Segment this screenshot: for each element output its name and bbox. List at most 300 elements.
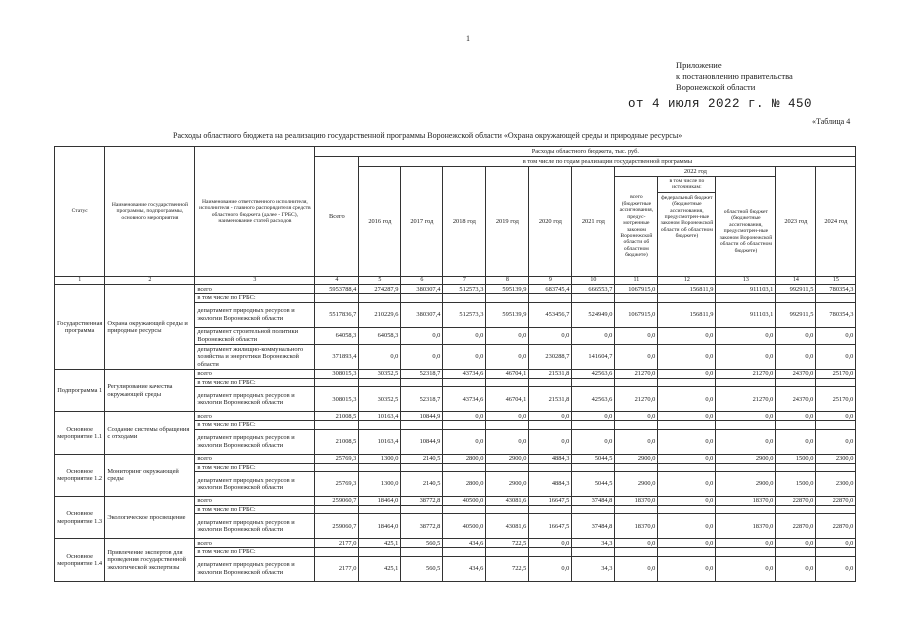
value-cell: 25769,3	[315, 472, 359, 497]
column-number: 1	[55, 277, 105, 285]
column-number: 4	[315, 277, 359, 285]
value-cell	[401, 548, 443, 556]
value-cell	[716, 506, 776, 514]
value-cell: 0,0	[776, 412, 816, 421]
value-cell: 2140,5	[401, 472, 443, 497]
value-cell: 1300,0	[359, 472, 401, 497]
value-cell	[359, 294, 401, 302]
value-cell: 0,0	[716, 412, 776, 421]
value-cell: 0,0	[529, 429, 572, 454]
value-cell	[359, 463, 401, 471]
value-cell	[529, 421, 572, 429]
row-label: департамент природных ресурсов и экологии Воронежской области	[195, 387, 315, 412]
column-number: 3	[195, 277, 315, 285]
value-cell: 0,0	[486, 429, 529, 454]
value-cell: 2177,0	[315, 539, 359, 548]
column-number: 15	[816, 277, 856, 285]
value-cell: 16647,5	[529, 497, 572, 506]
row-label: департамент природных ресурсов и экологии Воронежской области	[195, 302, 315, 327]
value-cell	[401, 463, 443, 471]
value-cell: 0,0	[776, 344, 816, 369]
value-cell	[486, 294, 529, 302]
value-cell: 0,0	[572, 412, 615, 421]
value-cell: 2900,0	[716, 472, 776, 497]
column-number: 11	[615, 277, 658, 285]
column-number: 2	[105, 277, 195, 285]
value-cell: 0,0	[658, 412, 716, 421]
header-regional: областной бюджет (бюджетные ассигнования, предусмотрен-ные законом Воронежской области об областном бюджете)	[716, 177, 776, 277]
value-cell	[776, 463, 816, 471]
value-cell: 595139,9	[486, 302, 529, 327]
value-cell	[359, 548, 401, 556]
appendix-line: Воронежской области	[676, 82, 756, 92]
row-label: в том числе по ГРБС:	[195, 506, 315, 514]
value-cell: 0,0	[443, 327, 486, 344]
row-label: в том числе по ГРБС:	[195, 548, 315, 556]
header-2022-federal	[658, 177, 716, 277]
row-name: Охрана окружающей среды и природные ресурсы	[105, 285, 195, 369]
value-cell: 0,0	[572, 327, 615, 344]
header-2021: 2021 год	[572, 167, 615, 277]
value-cell	[401, 421, 443, 429]
value-cell	[776, 378, 816, 386]
value-cell: 371893,4	[315, 344, 359, 369]
value-cell	[443, 294, 486, 302]
value-cell: 43734,6	[443, 387, 486, 412]
table-title: Расходы областного бюджета на реализацию государственной программы Воронежской области «Охрана окружающей среды и природные ресурсы»	[173, 131, 683, 140]
value-cell	[401, 506, 443, 514]
value-cell: 21531,8	[529, 369, 572, 378]
value-cell	[529, 548, 572, 556]
value-cell: 453456,7	[529, 302, 572, 327]
value-cell: 380307,4	[401, 285, 443, 294]
value-cell: 0,0	[816, 429, 856, 454]
value-cell: 0,0	[615, 412, 658, 421]
value-cell: 25170,0	[816, 369, 856, 378]
column-number-row	[55, 277, 856, 285]
value-cell: 434,6	[443, 539, 486, 548]
value-cell	[658, 463, 716, 471]
header-total: Всего	[315, 157, 359, 277]
value-cell: 42563,6	[572, 387, 615, 412]
row-label: департамент природных ресурсов и экологии Воронежской области	[195, 514, 315, 539]
value-cell: 0,0	[615, 539, 658, 548]
header-2024: 2024 год	[816, 167, 856, 277]
header-name: Наименование государственной программы, подпрограммы, основного мероприятия	[105, 147, 195, 277]
value-cell: 22870,0	[776, 497, 816, 506]
row-label: всего	[195, 454, 315, 463]
value-cell: 18370,0	[615, 514, 658, 539]
row-label: всего	[195, 412, 315, 421]
value-cell: 10163,4	[359, 429, 401, 454]
row-name: Мониторинг окружающей среды	[105, 454, 195, 496]
value-cell: 5044,5	[572, 454, 615, 463]
value-cell	[716, 421, 776, 429]
value-cell: 1067915,0	[615, 285, 658, 294]
value-cell: 911103,1	[716, 285, 776, 294]
value-cell: 0,0	[359, 344, 401, 369]
value-cell: 0,0	[572, 429, 615, 454]
table-row	[55, 369, 856, 378]
value-cell: 380307,4	[401, 302, 443, 327]
value-cell	[658, 378, 716, 386]
value-cell: 21270,0	[615, 369, 658, 378]
value-cell: 40500,0	[443, 514, 486, 539]
header-by-sources: в том числе по источникам:	[658, 177, 715, 193]
value-cell	[658, 548, 716, 556]
value-cell: 5517836,7	[315, 302, 359, 327]
value-cell: 42563,6	[572, 369, 615, 378]
value-cell	[776, 548, 816, 556]
value-cell: 43081,6	[486, 514, 529, 539]
value-cell: 0,0	[658, 429, 716, 454]
row-status: Подпрограмма 1	[55, 369, 105, 411]
value-cell: 0,0	[716, 429, 776, 454]
table-row	[55, 412, 856, 421]
value-cell: 64058,3	[359, 327, 401, 344]
row-name: Создание системы обращения с отходами	[105, 412, 195, 454]
header-2017: 2017 год	[401, 167, 443, 277]
value-cell: 0,0	[401, 344, 443, 369]
row-label: всего	[195, 539, 315, 548]
value-cell: 2177,0	[315, 556, 359, 581]
header-2020: 2020 год	[529, 167, 572, 277]
value-cell: 274287,9	[359, 285, 401, 294]
value-cell	[816, 463, 856, 471]
row-label: департамент природных ресурсов и экологии Воронежской области	[195, 556, 315, 581]
value-cell: 683745,4	[529, 285, 572, 294]
value-cell: 10844,9	[401, 429, 443, 454]
value-cell: 0,0	[401, 327, 443, 344]
value-cell: 46704,1	[486, 387, 529, 412]
value-cell: 259060,7	[315, 514, 359, 539]
row-label: всего	[195, 285, 315, 294]
value-cell: 2140,5	[401, 454, 443, 463]
value-cell: 30352,5	[359, 387, 401, 412]
value-cell: 780354,3	[816, 302, 856, 327]
value-cell: 43734,6	[443, 369, 486, 378]
value-cell: 0,0	[658, 454, 716, 463]
value-cell	[315, 421, 359, 429]
value-cell: 2900,0	[615, 472, 658, 497]
header-2023: 2023 год	[776, 167, 816, 277]
row-label: департамент природных ресурсов и экологии Воронежской области	[195, 429, 315, 454]
value-cell: 666553,7	[572, 285, 615, 294]
value-cell	[816, 294, 856, 302]
value-cell: 512573,3	[443, 302, 486, 327]
value-cell: 156811,9	[658, 285, 716, 294]
value-cell: 0,0	[816, 556, 856, 581]
value-cell	[716, 378, 776, 386]
row-label: в том числе по ГРБС:	[195, 463, 315, 471]
value-cell: 37484,8	[572, 514, 615, 539]
value-cell	[443, 421, 486, 429]
value-cell: 10844,9	[401, 412, 443, 421]
table-row	[55, 539, 856, 548]
value-cell: 0,0	[529, 556, 572, 581]
value-cell	[658, 421, 716, 429]
value-cell: 38772,8	[401, 514, 443, 539]
value-cell: 4884,3	[529, 454, 572, 463]
header-2022-total: всего (бюджетные ассигнования, предус-мотренные законом Воронежской области об областном бюджете)	[615, 177, 658, 277]
value-cell	[315, 378, 359, 386]
value-cell: 2800,0	[443, 454, 486, 463]
value-cell: 0,0	[658, 556, 716, 581]
value-cell	[359, 421, 401, 429]
value-cell	[572, 421, 615, 429]
value-cell: 434,6	[443, 556, 486, 581]
value-cell: 21531,8	[529, 387, 572, 412]
value-cell: 24370,0	[776, 387, 816, 412]
value-cell: 46704,1	[486, 369, 529, 378]
page-number: 1	[466, 34, 470, 43]
value-cell	[716, 548, 776, 556]
value-cell	[315, 548, 359, 556]
value-cell: 911103,1	[716, 302, 776, 327]
value-cell	[816, 378, 856, 386]
value-cell	[658, 506, 716, 514]
value-cell: 308015,3	[315, 387, 359, 412]
value-cell	[776, 294, 816, 302]
value-cell: 0,0	[529, 327, 572, 344]
value-cell: 0,0	[615, 327, 658, 344]
row-status: Основное мероприятие 1.1	[55, 412, 105, 454]
value-cell: 0,0	[716, 327, 776, 344]
value-cell	[716, 294, 776, 302]
value-cell: 18464,0	[359, 514, 401, 539]
value-cell: 21270,0	[716, 369, 776, 378]
value-cell: 992911,5	[776, 302, 816, 327]
value-cell: 0,0	[486, 344, 529, 369]
value-cell	[615, 506, 658, 514]
value-cell	[615, 378, 658, 386]
value-cell	[443, 548, 486, 556]
value-cell	[572, 378, 615, 386]
value-cell: 0,0	[443, 344, 486, 369]
row-status: Основное мероприятие 1.4	[55, 539, 105, 581]
header-2018: 2018 год	[443, 167, 486, 277]
row-name: Экологическое просвещение	[105, 497, 195, 539]
value-cell: 230288,7	[529, 344, 572, 369]
value-cell	[716, 463, 776, 471]
value-cell	[486, 548, 529, 556]
value-cell	[401, 294, 443, 302]
value-cell	[776, 506, 816, 514]
value-cell: 425,1	[359, 556, 401, 581]
header-2016: 2016 год	[359, 167, 401, 277]
value-cell: 722,5	[486, 539, 529, 548]
value-cell: 2900,0	[486, 454, 529, 463]
value-cell	[658, 294, 716, 302]
table-row	[55, 285, 856, 294]
value-cell: 992911,5	[776, 285, 816, 294]
value-cell: 1067915,0	[615, 302, 658, 327]
value-cell	[615, 463, 658, 471]
value-cell: 0,0	[443, 429, 486, 454]
value-cell: 0,0	[776, 556, 816, 581]
row-label: департамент природных ресурсов и экологии Воронежской области	[195, 472, 315, 497]
header-2022: 2022 год	[615, 167, 776, 177]
value-cell: 259060,7	[315, 497, 359, 506]
value-cell	[315, 506, 359, 514]
value-cell: 0,0	[658, 497, 716, 506]
value-cell	[443, 463, 486, 471]
value-cell: 16647,5	[529, 514, 572, 539]
row-label: департамент строительной политики Воронежской области	[195, 327, 315, 344]
value-cell: 0,0	[658, 327, 716, 344]
value-cell: 560,5	[401, 539, 443, 548]
value-cell: 0,0	[658, 344, 716, 369]
value-cell: 21008,5	[315, 412, 359, 421]
value-cell: 64058,3	[315, 327, 359, 344]
value-cell: 21270,0	[716, 387, 776, 412]
value-cell: 425,1	[359, 539, 401, 548]
row-label: в том числе по ГРБС:	[195, 421, 315, 429]
value-cell: 156811,9	[658, 302, 716, 327]
value-cell: 560,5	[401, 556, 443, 581]
value-cell	[315, 463, 359, 471]
value-cell: 18370,0	[716, 514, 776, 539]
value-cell: 43081,6	[486, 497, 529, 506]
value-cell: 0,0	[658, 472, 716, 497]
decree-stamp: от 4 июля 2022 г. № 450	[628, 97, 813, 111]
row-status: Основное мероприятие 1.2	[55, 454, 105, 496]
value-cell: 34,3	[572, 539, 615, 548]
value-cell	[529, 294, 572, 302]
value-cell: 37484,8	[572, 497, 615, 506]
value-cell	[359, 378, 401, 386]
value-cell: 2900,0	[615, 454, 658, 463]
value-cell: 40500,0	[443, 497, 486, 506]
value-cell: 0,0	[658, 387, 716, 412]
value-cell	[486, 463, 529, 471]
value-cell	[529, 378, 572, 386]
value-cell: 1500,0	[776, 454, 816, 463]
value-cell	[816, 548, 856, 556]
value-cell: 1300,0	[359, 454, 401, 463]
value-cell: 18370,0	[716, 497, 776, 506]
value-cell: 512573,3	[443, 285, 486, 294]
value-cell	[816, 506, 856, 514]
column-number: 13	[716, 277, 776, 285]
value-cell: 210229,6	[359, 302, 401, 327]
row-name: Регулирование качества окружающей среды	[105, 369, 195, 411]
column-number: 10	[572, 277, 615, 285]
value-cell	[615, 421, 658, 429]
value-cell: 0,0	[776, 539, 816, 548]
value-cell	[401, 378, 443, 386]
value-cell	[443, 506, 486, 514]
table-row	[55, 497, 856, 506]
value-cell: 0,0	[658, 369, 716, 378]
value-cell	[359, 506, 401, 514]
value-cell: 0,0	[486, 327, 529, 344]
appendix-line: Приложение	[676, 60, 722, 70]
row-label: департамент жилищно-коммунального хозяйства и энергетики Воронежской области	[195, 344, 315, 369]
table-row	[55, 454, 856, 463]
row-label: всего	[195, 497, 315, 506]
value-cell	[315, 294, 359, 302]
value-cell: 0,0	[443, 412, 486, 421]
value-cell: 21270,0	[615, 387, 658, 412]
value-cell: 308015,3	[315, 369, 359, 378]
value-cell	[486, 506, 529, 514]
value-cell: 4884,3	[529, 472, 572, 497]
value-cell: 2900,0	[716, 454, 776, 463]
value-cell: 0,0	[615, 429, 658, 454]
value-cell	[486, 421, 529, 429]
value-cell	[572, 463, 615, 471]
row-status: Основное мероприятие 1.3	[55, 497, 105, 539]
value-cell: 0,0	[529, 539, 572, 548]
value-cell	[486, 378, 529, 386]
value-cell: 30352,5	[359, 369, 401, 378]
value-cell: 0,0	[529, 412, 572, 421]
value-cell: 22870,0	[816, 514, 856, 539]
value-cell: 52318,7	[401, 369, 443, 378]
row-label: в том числе по ГРБС:	[195, 378, 315, 386]
value-cell	[776, 421, 816, 429]
value-cell: 0,0	[615, 556, 658, 581]
value-cell: 0,0	[816, 327, 856, 344]
value-cell: 0,0	[658, 539, 716, 548]
value-cell: 5044,5	[572, 472, 615, 497]
value-cell: 780354,3	[816, 285, 856, 294]
column-number: 6	[401, 277, 443, 285]
value-cell: 2300,0	[816, 472, 856, 497]
value-cell: 1500,0	[776, 472, 816, 497]
appendix-block	[676, 60, 793, 93]
column-number: 8	[486, 277, 529, 285]
value-cell: 2900,0	[486, 472, 529, 497]
value-cell: 595139,9	[486, 285, 529, 294]
value-cell	[529, 463, 572, 471]
value-cell	[572, 506, 615, 514]
value-cell: 0,0	[658, 514, 716, 539]
value-cell: 2300,0	[816, 454, 856, 463]
value-cell: 0,0	[816, 412, 856, 421]
column-number: 5	[359, 277, 401, 285]
appendix-line: к постановлению правительства	[676, 71, 793, 81]
header-by-years: в том числе по годам реализации государственной программы	[359, 157, 856, 167]
value-cell	[529, 506, 572, 514]
header-status: Статус	[55, 147, 105, 277]
value-cell	[816, 421, 856, 429]
value-cell: 18370,0	[615, 497, 658, 506]
value-cell: 22870,0	[776, 514, 816, 539]
value-cell	[443, 378, 486, 386]
value-cell: 141604,7	[572, 344, 615, 369]
header-executor: Наименование ответственного исполнителя, исполнителя - главного распорядителя средств областного бюджета (далее - ГРБС), наименование статей расходов	[195, 147, 315, 277]
value-cell: 10163,4	[359, 412, 401, 421]
value-cell	[615, 294, 658, 302]
value-cell	[615, 548, 658, 556]
value-cell: 25170,0	[816, 387, 856, 412]
value-cell: 0,0	[776, 429, 816, 454]
value-cell: 25769,3	[315, 454, 359, 463]
column-number: 9	[529, 277, 572, 285]
value-cell: 22870,0	[816, 497, 856, 506]
value-cell: 0,0	[615, 344, 658, 369]
value-cell	[572, 294, 615, 302]
column-number: 7	[443, 277, 486, 285]
value-cell: 21008,5	[315, 429, 359, 454]
value-cell: 0,0	[776, 327, 816, 344]
value-cell	[572, 548, 615, 556]
row-status: Государственная программа	[55, 285, 105, 369]
column-number: 12	[658, 277, 716, 285]
value-cell: 5953788,4	[315, 285, 359, 294]
